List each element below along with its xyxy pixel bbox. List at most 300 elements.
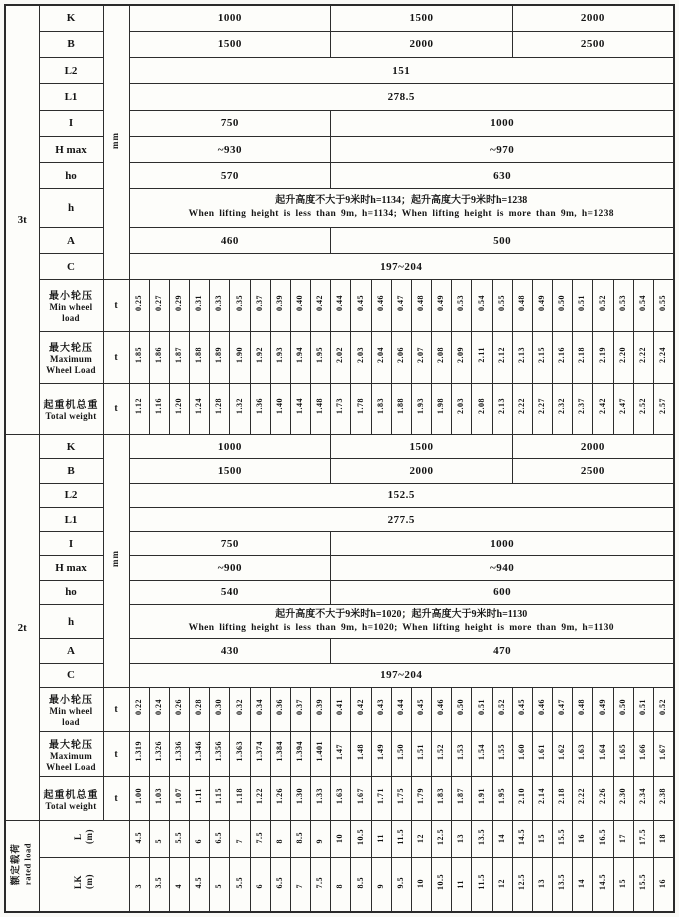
value-text: 2.08	[436, 346, 446, 363]
value-text: 2.12	[496, 346, 506, 363]
value-cell	[633, 280, 653, 332]
value-cell	[331, 821, 351, 857]
value-cell	[331, 687, 351, 731]
value-text: 0.49	[537, 295, 547, 312]
value-text: 1.319	[133, 741, 143, 762]
value-cell	[472, 857, 492, 912]
value-text: 2.18	[557, 788, 567, 805]
value-cell	[311, 732, 331, 776]
value-text: 1.22	[254, 788, 264, 805]
value-cell	[371, 776, 391, 820]
value-cell	[452, 687, 472, 731]
value-cell	[512, 732, 532, 776]
value-cell	[532, 687, 552, 731]
value-cell	[351, 821, 371, 857]
value-cell	[411, 280, 431, 332]
value-cell	[290, 687, 310, 731]
value-cell	[411, 857, 431, 912]
value-cell	[452, 821, 472, 857]
param-label: h	[39, 605, 103, 639]
value-text: 0.46	[537, 699, 547, 716]
param-label: ho	[39, 580, 103, 604]
value-text: 0.53	[617, 295, 627, 312]
value-cell	[250, 732, 270, 776]
value-text: 2.30	[617, 788, 627, 805]
value-cell	[210, 687, 230, 731]
value-text: 15.5	[557, 828, 567, 845]
param-label: A	[39, 639, 103, 663]
value-cell	[169, 776, 189, 820]
param-value: 1000	[331, 532, 674, 556]
value-text: 7	[234, 838, 244, 844]
param-value: 2000	[512, 435, 674, 459]
value-cell	[311, 776, 331, 820]
wheel-row-label-en: Maximum Wheel Load	[46, 354, 96, 375]
value-text: 0.45	[516, 699, 526, 716]
value-text: 0.45	[355, 295, 365, 312]
param-value: 2000	[512, 5, 674, 31]
value-cell	[532, 857, 552, 912]
value-text: 0.44	[335, 295, 345, 312]
param-value: 630	[331, 163, 674, 189]
param-value: 1500	[129, 459, 331, 483]
span-label-cell	[39, 857, 129, 912]
param-value: ~930	[129, 136, 331, 162]
value-cell	[452, 383, 472, 435]
row-3t-k	[5, 5, 674, 31]
value-cell	[553, 732, 573, 776]
value-text: 10.5	[436, 873, 446, 890]
value-cell	[432, 776, 452, 820]
value-text: 0.48	[416, 295, 426, 312]
value-cell	[149, 732, 169, 776]
value-cell	[270, 280, 290, 332]
value-text: 2.52	[637, 398, 647, 415]
value-cell	[371, 280, 391, 332]
row-2t-k	[5, 435, 674, 459]
value-cell	[653, 857, 674, 912]
param-value: 2500	[512, 31, 674, 57]
value-cell	[472, 821, 492, 857]
value-cell	[290, 776, 310, 820]
param-label: h	[39, 189, 103, 227]
value-cell	[492, 857, 512, 912]
rated-load-label-zh: 额定载荷	[11, 842, 22, 885]
value-cell	[250, 687, 270, 731]
value-cell	[270, 687, 290, 731]
value-text: 16	[658, 879, 668, 889]
unit-t-label: t	[103, 776, 129, 820]
value-cell	[311, 332, 331, 384]
value-text: 1.92	[254, 346, 264, 363]
param-value: 470	[331, 639, 674, 663]
value-cell	[512, 332, 532, 384]
wheel-row-label-zh: 最小轮压	[49, 291, 93, 303]
value-text: 15	[617, 879, 627, 889]
value-cell	[149, 857, 169, 912]
value-cell	[512, 383, 532, 435]
value-text: 1.75	[395, 788, 405, 805]
value-text: 1.30	[295, 788, 305, 805]
value-text: 2.04	[375, 346, 385, 363]
wheel-row-label	[39, 332, 103, 384]
value-cell	[633, 383, 653, 435]
value-text: 2.08	[476, 398, 486, 415]
param-label: C	[39, 663, 103, 687]
value-cell	[532, 821, 552, 857]
value-cell	[472, 776, 492, 820]
value-cell	[210, 857, 230, 912]
param-label: I	[39, 110, 103, 136]
value-text: 2.26	[597, 788, 607, 805]
value-cell	[492, 687, 512, 731]
value-cell	[613, 821, 633, 857]
value-cell	[452, 280, 472, 332]
unit-mm-cell	[103, 435, 129, 688]
value-cell	[250, 280, 270, 332]
param-label: L2	[39, 483, 103, 507]
value-text: 2.42	[597, 398, 607, 415]
wheel-row-label-en: Maximum Wheel Load	[46, 750, 96, 772]
value-cell	[270, 332, 290, 384]
value-cell	[553, 280, 573, 332]
value-cell	[270, 383, 290, 435]
value-text: 5.5	[174, 831, 184, 844]
row-span-l	[5, 821, 674, 857]
value-cell	[371, 857, 391, 912]
value-cell	[411, 821, 431, 857]
value-cell	[593, 857, 613, 912]
value-cell	[210, 732, 230, 776]
value-text: 0.42	[355, 699, 365, 716]
value-text: 0.44	[395, 699, 405, 716]
value-text: 1.50	[395, 743, 405, 760]
value-cell	[250, 776, 270, 820]
value-text: 0.49	[436, 295, 446, 312]
value-cell	[250, 383, 270, 435]
param-label: ho	[39, 163, 103, 189]
value-text: 7.5	[254, 831, 264, 844]
value-text: 6	[254, 883, 264, 889]
value-cell	[169, 821, 189, 857]
value-cell	[311, 821, 331, 857]
value-text: 10.5	[355, 828, 365, 845]
value-text: 1.65	[617, 743, 627, 760]
value-cell	[613, 687, 633, 731]
unit-t-label: t	[103, 687, 129, 731]
value-text: 0.33	[214, 295, 224, 312]
value-text: 0.48	[577, 699, 587, 716]
value-cell	[573, 732, 593, 776]
value-text: 0.25	[133, 295, 143, 312]
value-text: 0.50	[617, 699, 627, 716]
value-text: 2.02	[335, 346, 345, 363]
value-cell	[553, 687, 573, 731]
value-cell	[391, 383, 411, 435]
value-cell	[230, 687, 250, 731]
value-text: 3	[133, 883, 143, 889]
wheel-row-label-en: Total weight	[45, 800, 97, 811]
value-cell	[512, 280, 532, 332]
param-value: 1500	[331, 5, 513, 31]
value-cell	[593, 732, 613, 776]
value-cell	[351, 332, 371, 384]
value-cell	[190, 332, 210, 384]
unit-t-label: t	[103, 383, 129, 435]
value-text: 8	[274, 838, 284, 844]
value-cell	[653, 687, 674, 731]
value-text: 1.326	[153, 741, 163, 762]
value-text: 1.356	[214, 741, 224, 762]
param-value: 460	[129, 227, 331, 253]
value-cell	[613, 732, 633, 776]
value-cell	[653, 383, 674, 435]
value-cell	[371, 383, 391, 435]
value-text: 2.22	[577, 788, 587, 805]
value-text: 1.33	[315, 788, 325, 805]
value-cell	[190, 732, 210, 776]
param-label: I	[39, 532, 103, 556]
param-value: 1500	[129, 31, 331, 57]
value-text: 2.10	[516, 788, 526, 805]
value-cell	[230, 280, 250, 332]
value-text: 9.5	[395, 876, 405, 889]
row-2t-wheel-1	[5, 732, 674, 776]
value-text: 1.11	[194, 788, 204, 804]
value-cell	[331, 383, 351, 435]
rated-load-label-en: rated load	[22, 842, 33, 885]
param-value: 1000	[129, 435, 331, 459]
param-label: H max	[39, 556, 103, 580]
value-text: 10	[335, 834, 345, 844]
value-cell	[532, 732, 552, 776]
value-text: 0.47	[395, 295, 405, 312]
param-value: 2000	[331, 31, 513, 57]
rated-load-label	[10, 843, 34, 885]
value-cell	[230, 776, 250, 820]
value-cell	[190, 280, 210, 332]
value-cell	[653, 821, 674, 857]
value-cell	[250, 332, 270, 384]
param-value: 500	[331, 227, 674, 253]
span-label-unit: (m)	[83, 829, 94, 845]
value-cell	[149, 280, 169, 332]
value-cell	[573, 857, 593, 912]
value-cell	[472, 732, 492, 776]
value-cell	[613, 332, 633, 384]
wheel-row-label	[39, 687, 103, 731]
value-cell	[149, 687, 169, 731]
value-text: 1.95	[496, 788, 506, 805]
value-text: 6.5	[274, 876, 284, 889]
value-text: 2.32	[557, 398, 567, 415]
value-cell	[452, 776, 472, 820]
value-text: 11.5	[476, 874, 486, 890]
value-cell	[633, 732, 653, 776]
value-cell	[210, 280, 230, 332]
value-cell	[331, 280, 351, 332]
value-cell	[553, 383, 573, 435]
value-text: 16	[577, 834, 587, 844]
value-text: 2.15	[537, 346, 547, 363]
param-label: B	[39, 31, 103, 57]
value-text: 1.93	[416, 398, 426, 415]
param-value: 197~204	[129, 254, 674, 280]
value-text: 1.51	[416, 743, 426, 760]
value-cell	[573, 280, 593, 332]
value-text: 4.5	[194, 876, 204, 889]
value-cell	[351, 687, 371, 731]
value-text: 2.24	[658, 346, 668, 363]
unit-mm-label: mm	[110, 131, 121, 149]
value-cell	[593, 280, 613, 332]
value-text: 8.5	[295, 831, 305, 844]
value-text: 2.38	[658, 788, 668, 805]
wheel-row-label	[39, 280, 103, 332]
row-3t-wheel-0	[5, 280, 674, 332]
param-value: ~900	[129, 556, 331, 580]
value-text: 0.49	[597, 699, 607, 716]
value-text: 1.60	[516, 743, 526, 760]
value-cell	[129, 821, 149, 857]
value-cell	[129, 732, 149, 776]
row-3t-wheel-1	[5, 332, 674, 384]
wheel-row-label	[39, 776, 103, 820]
param-value: 197~204	[129, 663, 674, 687]
span-label-unit: (m)	[83, 874, 94, 890]
value-cell	[613, 857, 633, 912]
value-text: 11	[375, 834, 385, 844]
value-cell	[512, 687, 532, 731]
value-text: 0.51	[577, 295, 587, 312]
value-text: 1.363	[234, 741, 244, 762]
value-text: 1.54	[476, 743, 486, 760]
value-text: 2.06	[395, 346, 405, 363]
value-cell	[593, 687, 613, 731]
value-cell	[653, 332, 674, 384]
value-cell	[492, 821, 512, 857]
value-text: 7.5	[315, 876, 325, 889]
value-cell	[290, 857, 310, 912]
value-text: 0.30	[214, 699, 224, 716]
value-text: 13	[537, 879, 547, 889]
unit-t-label: t	[103, 280, 129, 332]
value-text: 1.49	[375, 743, 385, 760]
value-text: 12	[496, 879, 506, 889]
value-cell	[129, 857, 149, 912]
value-text: 1.63	[577, 743, 587, 760]
lifting-height-note-zh: 起升高度不大于9米时h=1134；起升高度大于9米时h=1238	[275, 195, 528, 207]
value-cell	[411, 332, 431, 384]
value-text: 0.35	[234, 295, 244, 312]
value-cell	[169, 732, 189, 776]
value-cell	[432, 732, 452, 776]
value-text: 1.374	[254, 741, 264, 762]
value-cell	[553, 332, 573, 384]
value-text: 1.20	[174, 398, 184, 415]
value-text: 0.41	[335, 699, 345, 716]
value-text: 0.32	[234, 699, 244, 716]
span-label-cell	[39, 821, 129, 857]
value-text: 0.34	[254, 699, 264, 716]
value-cell	[169, 857, 189, 912]
value-cell	[532, 776, 552, 820]
wheel-row-label	[39, 732, 103, 776]
value-text: 0.40	[295, 295, 305, 312]
value-text: 1.94	[295, 346, 305, 363]
value-text: 1.24	[194, 398, 204, 415]
value-text: 0.51	[476, 699, 486, 716]
value-cell	[633, 821, 653, 857]
value-cell	[532, 383, 552, 435]
value-text: 1.53	[456, 743, 466, 760]
value-text: 0.42	[315, 295, 325, 312]
unit-mm-label: mm	[110, 550, 121, 568]
value-cell	[553, 776, 573, 820]
value-cell	[149, 776, 169, 820]
value-cell	[270, 857, 290, 912]
param-value: 2000	[331, 459, 513, 483]
value-cell	[190, 821, 210, 857]
value-cell	[149, 821, 169, 857]
value-text: 0.55	[496, 295, 506, 312]
value-text: 0.52	[658, 699, 668, 716]
value-text: 1.90	[234, 346, 244, 363]
value-cell	[512, 776, 532, 820]
value-text: 1.55	[496, 743, 506, 760]
value-text: 1.88	[194, 346, 204, 363]
value-text: 12.5	[436, 828, 446, 845]
value-text: 2.16	[557, 346, 567, 363]
value-text: 8	[335, 883, 345, 889]
param-value: 750	[129, 532, 331, 556]
value-text: 0.55	[658, 295, 668, 312]
value-text: 2.27	[537, 398, 547, 415]
value-text: 1.93	[274, 346, 284, 363]
value-cell	[411, 383, 431, 435]
value-cell	[270, 732, 290, 776]
value-cell	[432, 857, 452, 912]
value-cell	[169, 383, 189, 435]
value-text: 7	[295, 883, 305, 889]
value-text: 14.5	[516, 828, 526, 845]
lifting-height-note-en: When lifting height is less than 9m, h=1134; When lifting height is more than 9m, h=1238	[188, 208, 614, 219]
value-text: 15.5	[637, 873, 647, 890]
value-text: 1.26	[274, 788, 284, 805]
lifting-height-note	[129, 605, 674, 639]
value-text: 1.07	[174, 788, 184, 805]
load-class-label: 2t	[5, 435, 39, 821]
value-text: 13	[456, 834, 466, 844]
value-text: 1.346	[194, 741, 204, 762]
value-cell	[190, 383, 210, 435]
value-cell	[230, 857, 250, 912]
value-text: 1.64	[597, 743, 607, 760]
value-text: 2.20	[617, 346, 627, 363]
value-text: 1.73	[335, 398, 345, 415]
value-text: 5	[153, 838, 163, 844]
value-text: 1.00	[133, 788, 143, 805]
param-value: 151	[129, 58, 674, 84]
value-text: 1.12	[133, 398, 143, 415]
value-cell	[129, 332, 149, 384]
value-cell	[391, 280, 411, 332]
value-text: 1.36	[254, 398, 264, 415]
value-text: 0.52	[496, 699, 506, 716]
value-text: 1.28	[214, 398, 224, 415]
value-text: 1.67	[355, 788, 365, 805]
value-cell	[573, 821, 593, 857]
